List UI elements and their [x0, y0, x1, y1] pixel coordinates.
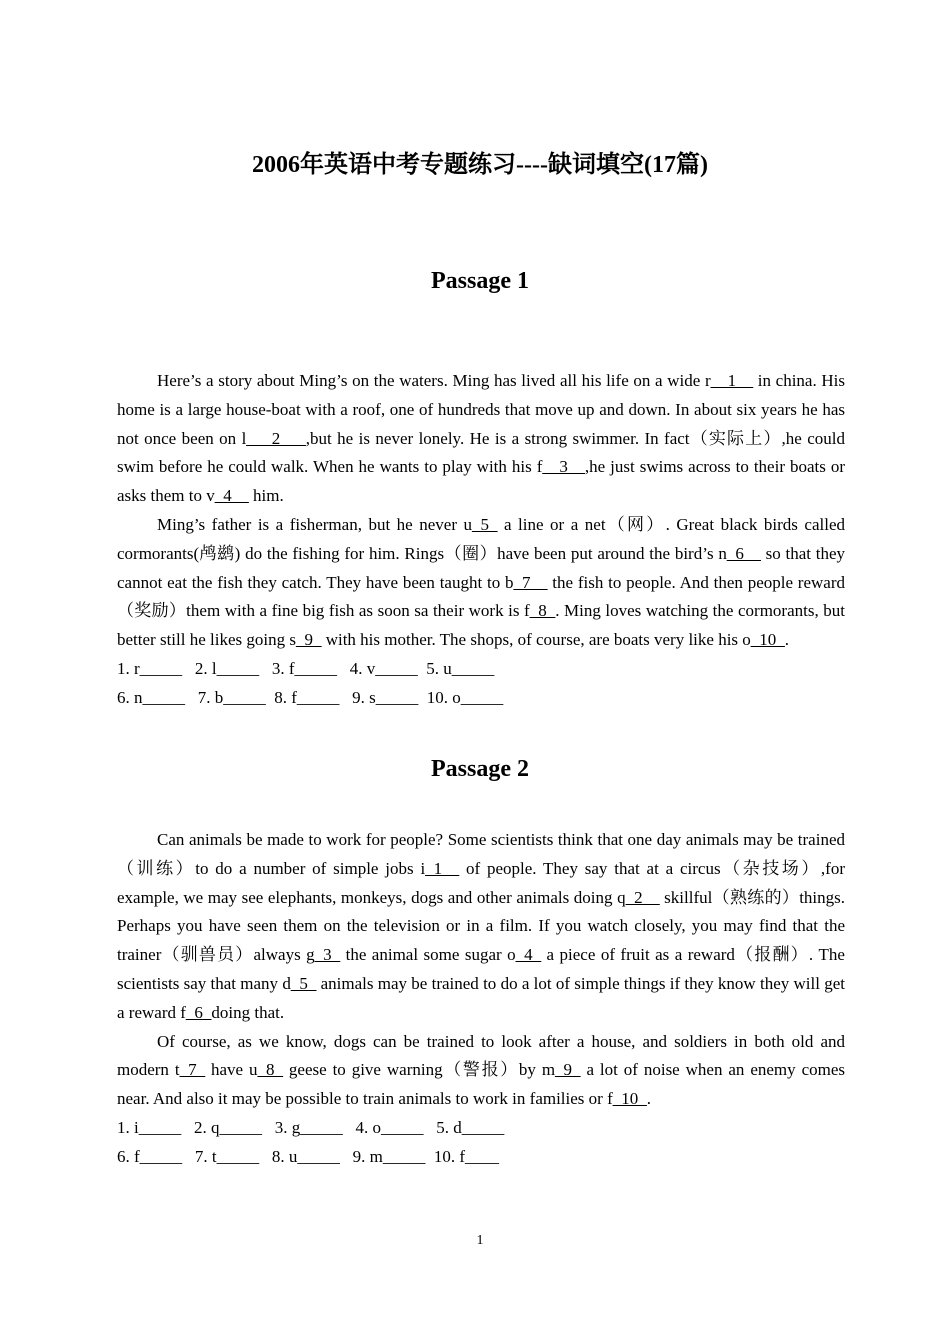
- text-segment: ,but he is never lonely. He is a strong swimmer. In fact（实际上）,he could swim before he could walk. When he wants to play with his f: [117, 428, 845, 477]
- text-segment: Of course, as we know, dogs can be trained to look after a house, and soldiers in both old and modern t: [117, 1031, 845, 1080]
- text-segment: .: [646, 1089, 651, 1109]
- passage-2-heading: Passage 2: [431, 756, 529, 782]
- passage-2-paragraph-2: [117, 1028, 845, 1114]
- blank-1: __1__: [710, 371, 754, 390]
- page-number: 1: [476, 1233, 484, 1248]
- text-segment: doing that.: [211, 1002, 285, 1022]
- text-segment: ,he just swims across to their boats or asks them to v: [117, 457, 845, 506]
- document-title: 2006年英语中考专题练习----缺词填空(17篇): [252, 152, 708, 178]
- blank-2: _2__: [625, 887, 660, 907]
- passage-1-body: [117, 367, 845, 713]
- text-segment: skillful（熟练的）things. Perhaps you have seen them on the television or in a film. If you watch closely, you may find that the trainer（驯兽员）always g: [117, 887, 846, 965]
- passage-1-paragraph-2: [117, 511, 845, 655]
- passage-2-paragraph-1: [117, 826, 845, 1028]
- text-segment: . Ming loves watching the cormorants, but better still he likes going s: [117, 601, 845, 650]
- blank-7: _7_: [179, 1060, 206, 1080]
- text-segment: .: [784, 630, 790, 650]
- blank-4: _4__: [214, 486, 249, 506]
- blank-9: _9_: [555, 1060, 581, 1080]
- text-segment: the animal some sugar o: [340, 945, 516, 965]
- blank-5: _5_: [472, 514, 498, 534]
- blank-6: _6__: [726, 543, 761, 563]
- blank-8: _8_: [257, 1060, 283, 1080]
- blank-9: _9_: [295, 630, 322, 650]
- text-segment: Can animals be made to work for people? Some scientists think that one day animals may be trained（训练）to do a number of simple jobs i: [117, 830, 845, 878]
- text-segment: Ming’s father is a fisherman, but he never u: [157, 514, 472, 534]
- passage-2-body: [117, 826, 845, 1172]
- passage-1-answer-line-2: 6. n_____ 7. b_____ 8. f_____ 9. s_____ 10. o_____: [117, 687, 504, 707]
- text-segment: geese to give warning（警报）by m: [283, 1060, 556, 1080]
- text-segment: have u: [205, 1060, 258, 1080]
- passage-1-heading: Passage 1: [431, 268, 529, 294]
- text-segment: a piece of fruit as a reward（报酬）. The scientists say that many d: [117, 945, 845, 993]
- text-segment: a line or a net（网）. Great black birds called cormorants(鸬鹚) do the fishing for him. Rings（圈）have been put around the bird’s n: [117, 514, 845, 563]
- passage-1-answer-line-1: 1. r_____ 2. l_____ 3. f_____ 4. v_____ 5. u_____: [117, 658, 495, 678]
- passage-2-answer-line-2: 6. f_____ 7. t_____ 8. u_____ 9. m_____ 10. f____: [117, 1146, 500, 1166]
- blank-2: ___2___: [246, 428, 306, 448]
- passage-2-answer-line-1: 1. i_____ 2. q_____ 3. g_____ 4. o_____ 5. d_____: [117, 1117, 505, 1137]
- blank-3: __3__: [542, 457, 585, 477]
- text-segment: a lot of noise when an enemy comes near. And also it may be possible to train animals to work in families or f: [117, 1060, 845, 1109]
- blank-3: _3_: [314, 945, 341, 965]
- text-segment: in china. His home is a large house-boat with a roof, one of hundreds that move up and down. In about six years he has not once been on l: [117, 371, 845, 448]
- text-segment: the fish to people. And then people reward（奖励）them with a fine big fish as soon sa their work is f: [117, 572, 845, 621]
- text-segment: so that they cannot eat the fish they catch. They have been taught to b: [117, 543, 845, 592]
- blank-4: _4_: [515, 945, 542, 965]
- text-segment: with his mother. The shops, of course, are boats very like his o: [321, 630, 751, 650]
- blank-8: _8_: [529, 601, 556, 621]
- blank-5: _5_: [290, 973, 317, 993]
- text-segment: animals may be trained to do a lot of simple things if they know they will get a reward f: [117, 973, 845, 1022]
- text-segment: him.: [248, 486, 284, 506]
- blank-6: _6_: [185, 1002, 212, 1022]
- blank-10: _10_: [612, 1089, 647, 1109]
- blank-7: _7__: [513, 572, 548, 592]
- blank-10: _10_: [750, 630, 785, 650]
- text-segment: Here’s a story about Ming’s on the waters. Ming has lived all his life on a wide r: [157, 371, 711, 390]
- blank-1: _1__: [425, 858, 460, 878]
- passage-1-paragraph-1: [117, 367, 845, 511]
- text-segment: of people. They say that at a circus（杂技场）,for example, we may see elephants, monkeys, dogs and other animals doing q: [117, 858, 845, 907]
